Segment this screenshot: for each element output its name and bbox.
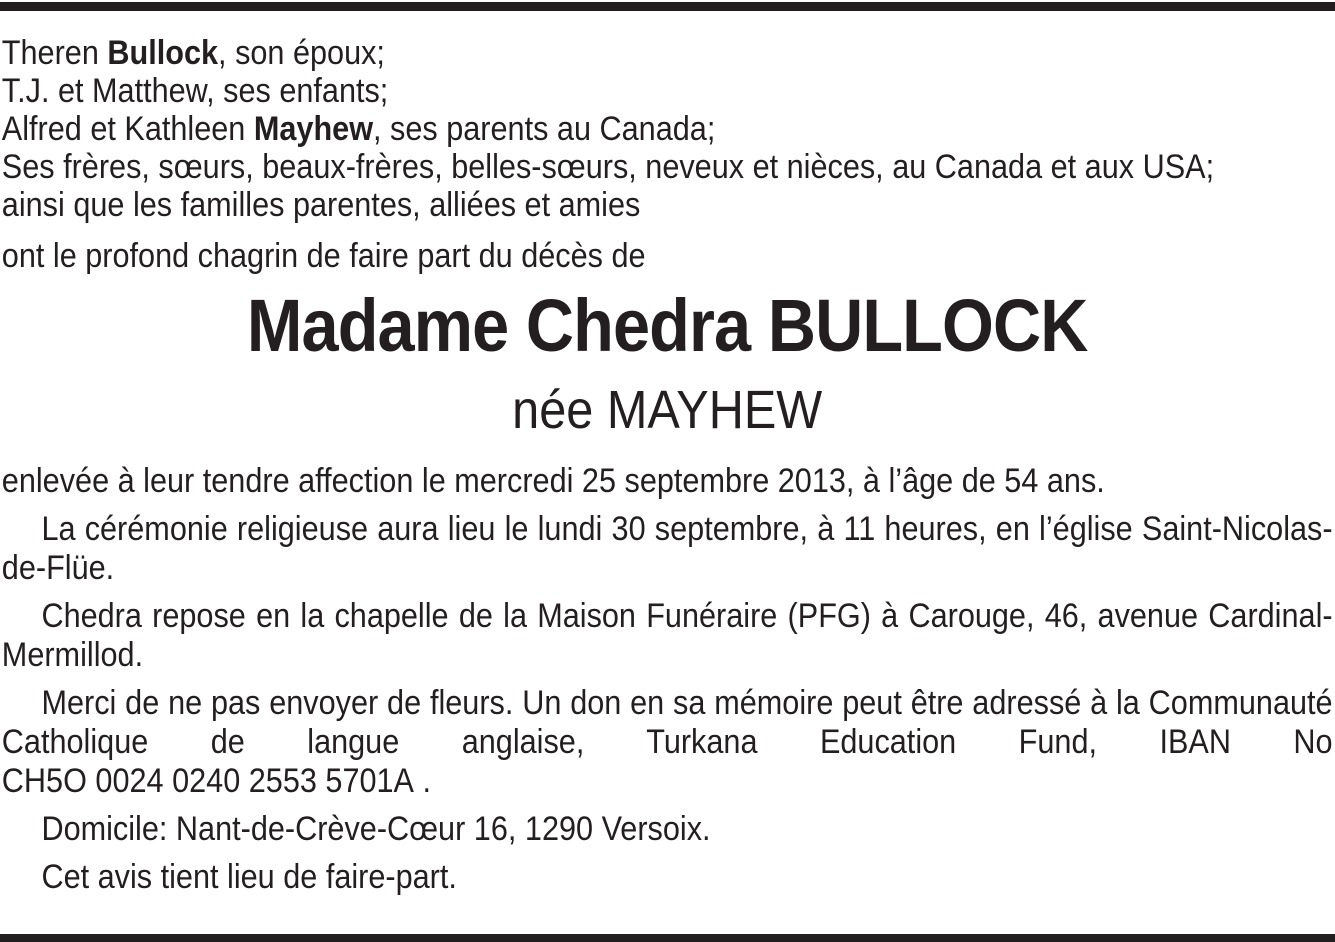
notice-paragraph: Domicile: Nant-de-Crève-Cœur 16, 1290 Versoix. (41, 810, 711, 848)
intro-text: , ses parents au Canada; (373, 110, 716, 148)
family-lines (2, 34, 1333, 224)
maiden-name-subtitle: née MAYHEW (512, 380, 823, 440)
intro-text: ainsi que les familles parentes, alliées et amies (1, 186, 641, 224)
intro-text: T.J. et Matthew, ses enfants; (1, 72, 389, 110)
intro-text: Ses frères, sœurs, beaux-frères, belles-sœurs, neveux et nièces, au Canada et aux USA; (1, 148, 1215, 186)
intro-line (2, 72, 1333, 110)
intro-line (2, 110, 1333, 148)
bottom-rule (0, 934, 1335, 942)
intro-line (2, 148, 1333, 186)
notice-content (0, 34, 1334, 897)
announcement-line: ont le profond chagrin de faire part du décès de (1, 237, 646, 275)
deceased-name-title: Madame Chedra BULLOCK (246, 284, 1088, 367)
notice-paragraph: Cet avis tient lieu de faire-part. (41, 858, 457, 896)
intro-line (2, 34, 1333, 72)
intro-text: , son époux; (218, 34, 385, 72)
family-name-bold: Mayhew (253, 110, 374, 148)
notice-paragraph: enlevée à leur tendre affection le mercredi 25 septembre 2013, à l’âge de 54 ans. (1, 462, 1105, 500)
notice-paragraphs (2, 462, 1333, 897)
notice-paragraph: Merci de ne pas envoyer de fleurs. Un don en sa mémoire peut être adressé à la Communauté Catholique de langue anglaise, Turkana Education Fund, IBAN No CH5O 0024 0240 2553 5701A . (1, 684, 1333, 800)
intro-line (2, 186, 1333, 224)
notice-paragraph: Chedra repose en la chapelle de la Maison Funéraire (PFG) à Carouge, 46, avenue Cardinal-Mermillod. (1, 597, 1333, 674)
intro-text: Alfred et Kathleen (1, 110, 254, 148)
intro-text: Theren (1, 34, 108, 72)
death-notice (0, 2, 1335, 942)
notice-paragraph: La cérémonie religieuse aura lieu le lundi 30 septembre, à 11 heures, en l’église Saint-Nicolas-de-Flüe. (1, 510, 1333, 587)
family-name-bold: Bullock (107, 34, 219, 72)
top-rule (0, 2, 1335, 11)
